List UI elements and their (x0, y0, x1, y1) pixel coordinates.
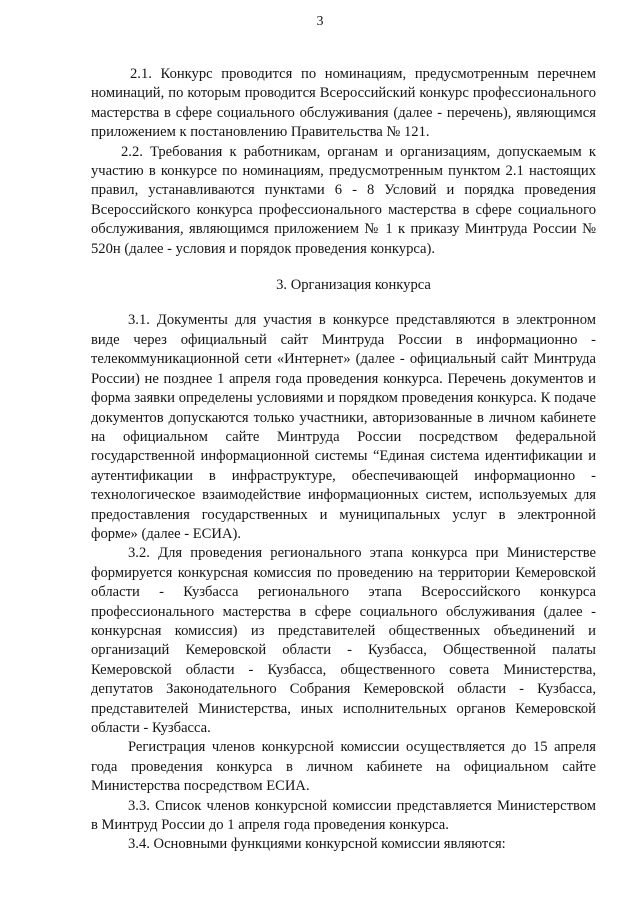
document-body (91, 65, 596, 855)
paragraph-2-1: 2.1. Конкурс проводится по номинациям, предусмотренным перечнем номинаций, по которым проводится Всероссийский конкурс профессионального мастерства в сфере социального обслуживания (далее - перечень), являющимся приложением к постановлению Правительства № 121. (91, 66, 596, 141)
paragraph-3-1: 3.1. Документы для участия в конкурсе представляются в электронном виде через официальный сайт Минтруда России в информационно - телекоммуникационной сети «Интернет» (далее - официальный сайт Минтруда России) не позднее 1 апреля года проведения конкурса. Перечень документов и форма заявки определены условиями и порядком проведения конкурса. К подаче документов допускаются только участники, авторизованные в личном кабинете на официальном сайте Минтруда России посредством федеральной государственной информационной системы “Единая система идентификации и аутентификации в инфраструктуре, обеспечивающей информационно - технологическое взаимодействие информационных систем, используемых для предоставления государственных и муниципальных услуг в электронной форме» (далее - ЕСИА). (91, 312, 596, 542)
paragraph-3-3: 3.3. Список членов конкурсной комиссии представляется Министерством в Минтруд России до 1 апреля года проведения конкурса. (91, 797, 596, 834)
page-number: 3 (316, 14, 324, 29)
paragraph-2-2: 2.2. Требования к работникам, органам и организациям, допускаемым к участию в конкурсе по номинациям, предусмотренным пунктом 2.1 настоящих правил, устанавливаются пунктами 6 - 8 Условий и порядка проведения Всероссийского конкурса профессионального мастерства в сфере социального обслуживания, являющимся приложением № 1 к приказу Минтруда России № 520н (далее - условия и порядок проведения конкурса). (91, 143, 596, 257)
paragraph-3-2: 3.2. Для проведения регионального этапа конкурса при Министерстве формируется конкурсная комиссия по проведению на территории Кемеровской области - Кузбасса регионального этапа Всероссийского конкурса профессионального мастерства в сфере социального обслуживания (далее - конкурсная комиссия) из представителей общественных объединений и организаций Кемеровской области - Кузбасса, Общественной палаты Кемеровской области - Кузбасса, общественного совета Министерства, депутатов Законодательного Собрания Кемеровской области - Кузбасса, представителей Министерства, иных исполнительных органов Кемеровской области - Кузбасса. (91, 545, 596, 736)
section-heading: 3. Организация конкурса (276, 277, 431, 294)
paragraph-3-4: 3.4. Основными функциями конкурсной комиссии являются: (128, 836, 506, 853)
paragraph-registration: Регистрация членов конкурсной комиссии осуществляется до 15 апреля года проведения конкурса в личном кабинете на официальном сайте Министерства посредством ЕСИА. (91, 739, 596, 795)
